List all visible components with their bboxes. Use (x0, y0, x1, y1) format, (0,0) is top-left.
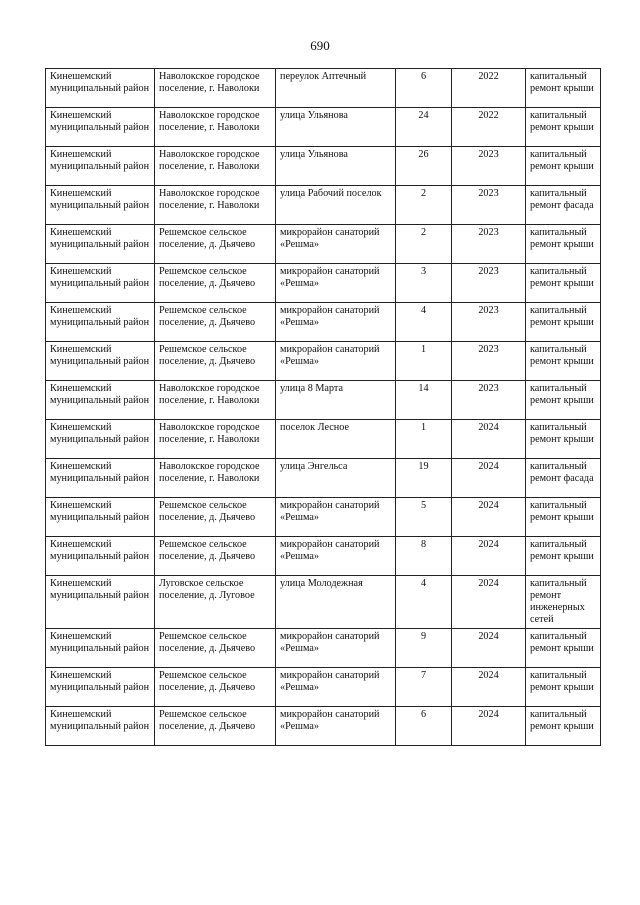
district-cell: Кинешемский муниципальный район (46, 303, 155, 342)
district-cell: Кинешемский муниципальный район (46, 537, 155, 576)
house-number-cell: 7 (396, 668, 452, 707)
house-number-cell: 1 (396, 420, 452, 459)
year-cell: 2024 (452, 459, 526, 498)
work-type-cell: капитальный ремонт крыши (526, 629, 601, 668)
work-type-cell: капитальный ремонт крыши (526, 381, 601, 420)
year-cell: 2023 (452, 264, 526, 303)
year-cell: 2023 (452, 303, 526, 342)
work-type-cell: капитальный ремонт фасада (526, 186, 601, 225)
table-row (46, 576, 601, 629)
settlement-cell: Наволокское городское поселение, г. Наволоки (155, 381, 276, 420)
house-number-cell: 5 (396, 498, 452, 537)
district-cell: Кинешемский муниципальный район (46, 186, 155, 225)
street-cell: улица Ульянова (276, 147, 396, 186)
table-row (46, 459, 601, 498)
district-cell: Кинешемский муниципальный район (46, 264, 155, 303)
street-cell: микрорайон санаторий «Решма» (276, 668, 396, 707)
work-type-cell: капитальный ремонт крыши (526, 420, 601, 459)
settlement-cell: Наволокское городское поселение, г. Наволоки (155, 420, 276, 459)
street-cell: поселок Лесное (276, 420, 396, 459)
district-cell: Кинешемский муниципальный район (46, 381, 155, 420)
house-number-cell: 9 (396, 629, 452, 668)
work-type-cell: капитальный ремонт крыши (526, 147, 601, 186)
house-number-cell: 8 (396, 537, 452, 576)
table-row (46, 108, 601, 147)
table-row (46, 668, 601, 707)
street-cell: микрорайон санаторий «Решма» (276, 537, 396, 576)
settlement-cell: Решемское сельское поселение, д. Дьячево (155, 342, 276, 381)
settlement-cell: Решемское сельское поселение, д. Дьячево (155, 629, 276, 668)
settlement-cell: Наволокское городское поселение, г. Наволоки (155, 186, 276, 225)
year-cell: 2023 (452, 342, 526, 381)
table-row (46, 342, 601, 381)
work-type-cell: капитальный ремонт крыши (526, 108, 601, 147)
year-cell: 2024 (452, 537, 526, 576)
district-cell: Кинешемский муниципальный район (46, 576, 155, 629)
year-cell: 2023 (452, 186, 526, 225)
table-row (46, 264, 601, 303)
house-number-cell: 3 (396, 264, 452, 303)
settlement-cell: Наволокское городское поселение, г. Наволоки (155, 69, 276, 108)
district-cell: Кинешемский муниципальный район (46, 707, 155, 746)
work-type-cell: капитальный ремонт крыши (526, 342, 601, 381)
settlement-cell: Решемское сельское поселение, д. Дьячево (155, 537, 276, 576)
table-row (46, 537, 601, 576)
year-cell: 2024 (452, 576, 526, 629)
street-cell: улица Рабочий поселок (276, 186, 396, 225)
district-cell: Кинешемский муниципальный район (46, 108, 155, 147)
district-cell: Кинешемский муниципальный район (46, 225, 155, 264)
street-cell: микрорайон санаторий «Решма» (276, 707, 396, 746)
house-number-cell: 1 (396, 342, 452, 381)
street-cell: улица 8 Марта (276, 381, 396, 420)
house-number-cell: 4 (396, 303, 452, 342)
work-type-cell: капитальный ремонт крыши (526, 498, 601, 537)
house-number-cell: 14 (396, 381, 452, 420)
district-cell: Кинешемский муниципальный район (46, 668, 155, 707)
work-type-cell: капитальный ремонт инженерных сетей (526, 576, 601, 629)
year-cell: 2024 (452, 707, 526, 746)
settlement-cell: Решемское сельское поселение, д. Дьячево (155, 707, 276, 746)
street-cell: микрорайон санаторий «Решма» (276, 498, 396, 537)
street-cell: микрорайон санаторий «Решма» (276, 225, 396, 264)
house-number-cell: 24 (396, 108, 452, 147)
table-row (46, 420, 601, 459)
table-row (46, 707, 601, 746)
house-number-cell: 2 (396, 186, 452, 225)
work-type-cell: капитальный ремонт крыши (526, 264, 601, 303)
street-cell: улица Ульянова (276, 108, 396, 147)
table-row (46, 186, 601, 225)
work-type-cell: капитальный ремонт крыши (526, 707, 601, 746)
settlement-cell: Решемское сельское поселение, д. Дьячево (155, 303, 276, 342)
year-cell: 2024 (452, 629, 526, 668)
street-cell: улица Молодежная (276, 576, 396, 629)
street-cell: микрорайон санаторий «Решма» (276, 342, 396, 381)
year-cell: 2023 (452, 381, 526, 420)
table-row (46, 147, 601, 186)
settlement-cell: Наволокское городское поселение, г. Наволоки (155, 108, 276, 147)
house-number-cell: 4 (396, 576, 452, 629)
year-cell: 2022 (452, 69, 526, 108)
house-number-cell: 2 (396, 225, 452, 264)
year-cell: 2022 (452, 108, 526, 147)
district-cell: Кинешемский муниципальный район (46, 629, 155, 668)
work-type-cell: капитальный ремонт крыши (526, 303, 601, 342)
district-cell: Кинешемский муниципальный район (46, 147, 155, 186)
year-cell: 2023 (452, 225, 526, 264)
settlement-cell: Решемское сельское поселение, д. Дьячево (155, 668, 276, 707)
table-row (46, 498, 601, 537)
work-type-cell: капитальный ремонт фасада (526, 459, 601, 498)
year-cell: 2024 (452, 420, 526, 459)
table-row (46, 303, 601, 342)
repair-schedule-table (45, 68, 601, 746)
settlement-cell: Решемское сельское поселение, д. Дьячево (155, 264, 276, 303)
district-cell: Кинешемский муниципальный район (46, 342, 155, 381)
district-cell: Кинешемский муниципальный район (46, 498, 155, 537)
house-number-cell: 26 (396, 147, 452, 186)
street-cell: микрорайон санаторий «Решма» (276, 629, 396, 668)
table-row (46, 225, 601, 264)
year-cell: 2024 (452, 668, 526, 707)
table-row (46, 69, 601, 108)
work-type-cell: капитальный ремонт крыши (526, 537, 601, 576)
work-type-cell: капитальный ремонт крыши (526, 225, 601, 264)
house-number-cell: 19 (396, 459, 452, 498)
settlement-cell: Наволокское городское поселение, г. Наволоки (155, 147, 276, 186)
table-body (46, 69, 601, 746)
street-cell: переулок Аптечный (276, 69, 396, 108)
settlement-cell: Решемское сельское поселение, д. Дьячево (155, 225, 276, 264)
district-cell: Кинешемский муниципальный район (46, 69, 155, 108)
work-type-cell: капитальный ремонт крыши (526, 668, 601, 707)
page-number: 690 (310, 38, 330, 53)
district-cell: Кинешемский муниципальный район (46, 420, 155, 459)
settlement-cell: Решемское сельское поселение, д. Дьячево (155, 498, 276, 537)
settlement-cell: Наволокское городское поселение, г. Наволоки (155, 459, 276, 498)
house-number-cell: 6 (396, 707, 452, 746)
district-cell: Кинешемский муниципальный район (46, 459, 155, 498)
street-cell: микрорайон санаторий «Решма» (276, 303, 396, 342)
year-cell: 2023 (452, 147, 526, 186)
year-cell: 2024 (452, 498, 526, 537)
street-cell: улица Энгельса (276, 459, 396, 498)
settlement-cell: Луговское сельское поселение, д. Луговое (155, 576, 276, 629)
work-type-cell: капитальный ремонт крыши (526, 69, 601, 108)
house-number-cell: 6 (396, 69, 452, 108)
street-cell: микрорайон санаторий «Решма» (276, 264, 396, 303)
table-row (46, 381, 601, 420)
table-row (46, 629, 601, 668)
